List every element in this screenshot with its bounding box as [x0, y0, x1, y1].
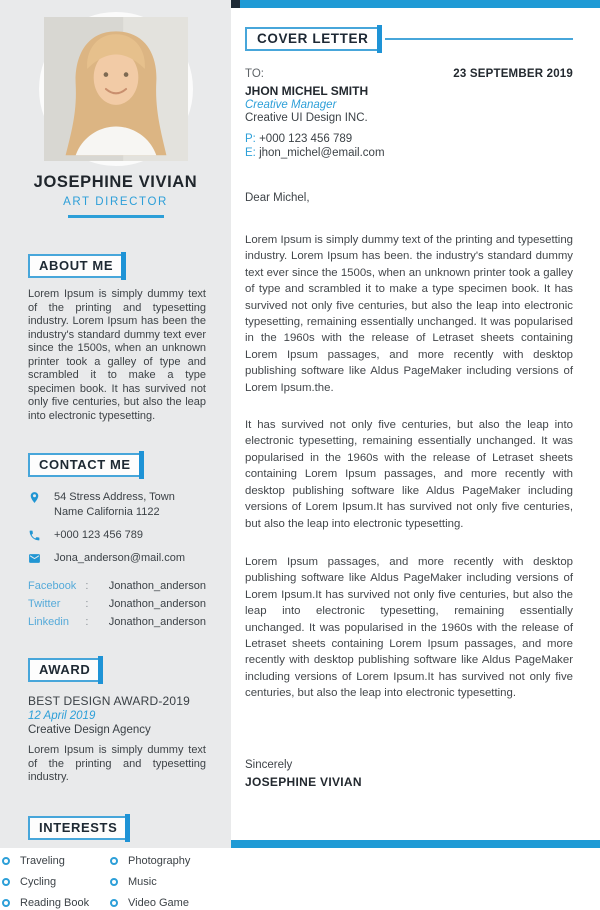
recipient-phone-line	[245, 132, 573, 146]
signature-name: JOSEPHINE VIVIAN	[245, 774, 362, 789]
interest-item	[110, 896, 223, 910]
heading-accent-tab	[121, 252, 126, 280]
contact-phone-row	[28, 528, 206, 543]
about-me-heading-label: ABOUT ME	[39, 258, 114, 273]
recipient-block	[245, 84, 573, 160]
interest-item	[110, 875, 223, 889]
to-label: TO:	[245, 68, 264, 80]
cover-letter-heading-label: COVER LETTER	[257, 31, 369, 46]
recipient-contact	[245, 132, 573, 160]
closing: Sincerely	[245, 758, 293, 771]
profile-photo	[39, 12, 193, 166]
social-separator: :	[85, 580, 89, 592]
interest-label: Traveling	[20, 854, 65, 867]
social-label: Twitter	[28, 598, 61, 610]
award-title: BEST DESIGN AWARD-2019	[28, 694, 191, 708]
interest-label: Cycling	[20, 875, 57, 888]
award-heading-label: AWARD	[39, 662, 91, 677]
heading-accent-tab	[98, 656, 103, 684]
email-prefix: E:	[245, 147, 256, 159]
award-organization: Creative Design Agency	[28, 724, 151, 736]
interest-item	[2, 854, 110, 868]
map-marker-icon	[28, 491, 42, 504]
top-bar-navy-segment	[231, 0, 240, 8]
top-accent-bar	[231, 0, 600, 8]
interests-heading-label: INTERESTS	[39, 819, 118, 835]
interests-grid	[2, 854, 223, 910]
recipient-role: Creative Manager	[245, 99, 337, 111]
letter-paragraph: Lorem Ipsum is simply dummy text of the printing and typesetting industry. Lorem Ipsum has been. the industry's standard dummy text ever since the 1500s, when an unknown printer took a galley of type and scrambled it to make a type specimen book. It has survived not only five centuries, but also the leap into electronic typesetting, remaining essentially unchanged. It was popularised in the 1960s with the release of Letraset sheets containing Lorem Ipsum passages, and more recently with desktop publishing software like Aldus PageMaker including versions of Lorem Ipsum.the.	[245, 234, 573, 394]
section-heading-interests	[28, 816, 128, 840]
phone-prefix: P:	[245, 133, 256, 145]
letter-meta-row	[245, 68, 573, 80]
cover-letter-heading-box	[245, 27, 380, 51]
contact-email: Jona_anderson@mail.com	[54, 552, 186, 564]
social-row-facebook	[28, 577, 206, 595]
person-name: JOSEPHINE VIVIAN	[33, 173, 198, 191]
social-row-twitter	[28, 595, 206, 613]
social-handle: Jonathon_anderson	[108, 580, 206, 592]
envelope-icon	[28, 552, 42, 565]
recipient-email: jhon_michel@email.com	[259, 147, 385, 159]
letter-paragraph: It has survived not only five centuries, but also the leap into electronic typesetting, remaining essentially unchanged. It was popularised in the 1960s with the release of Letraset sheets containing Lorem Ipsum passages, and more recently with desktop publishing software like Aldus PageMaker including versions of Lorem Ipsum.It has survived not only five centuries, but also the leap into electronic typesetting.	[245, 419, 573, 530]
contact-email-row	[28, 551, 206, 566]
interest-item	[2, 896, 110, 910]
heading-rule-line	[385, 38, 573, 40]
social-handle: Jonathon_anderson	[108, 598, 206, 610]
circle-bullet-icon	[2, 857, 10, 865]
social-row-linkedin	[28, 613, 206, 631]
contact-me-heading-label: CONTACT ME	[39, 457, 131, 472]
section-heading-contact-me	[28, 453, 142, 477]
top-bar-blue-segment	[240, 0, 600, 8]
cover-letter-heading-row	[245, 27, 573, 51]
contact-address: 54 Stress Address, Town Name California 1122	[54, 491, 175, 518]
interest-item	[2, 875, 110, 889]
social-label: Linkedin	[28, 616, 69, 628]
portrait-illustration	[44, 17, 188, 161]
recipient-name: JHON MICHEL SMITH	[245, 84, 369, 98]
phone-icon	[28, 529, 42, 542]
contact-phone: +000 123 456 789	[54, 529, 144, 541]
title-underline	[68, 215, 164, 218]
circle-bullet-icon	[2, 878, 10, 886]
interest-label: Photography	[128, 854, 191, 867]
award-description: Lorem Ipsum is simply dummy text of the printing and typesetting industry.	[28, 744, 206, 783]
heading-accent-tab	[139, 451, 144, 479]
person-job-title: ART DIRECTOR	[63, 196, 168, 208]
section-heading-award	[28, 658, 101, 682]
letter-paragraph: Lorem Ipsum passages, and more recently with desktop publishing software like Aldus PageMaker including versions of Lorem Ipsum.It has survived not only five centuries, but also the leap into electronic typesetting, remaining essentially unchanged. It was popularised in the 1960s with the release of Letraset sheets containing Lorem Ipsum passages, and more recently with desktop publishing software like Aldus PageMaker including versions of Lorem Ipsum.It has survived not only five centuries, but also the leap into electronic typesetting.	[245, 555, 573, 700]
recipient-company: Creative UI Design INC.	[245, 112, 368, 124]
circle-bullet-icon	[110, 857, 118, 865]
about-me-text: Lorem Ipsum is simply dummy text of the printing and typesetting industry. Lorem Ipsum has been the industry's standard dummy text ever since the 1500s, when an unknown printer took a galley of type and scrambled it to make a type specimen book. It has survived not only five centuries, but also the leap into electronic typesetting.	[28, 288, 206, 422]
interest-label: Video Game	[128, 896, 189, 909]
interest-label: Music	[128, 875, 157, 888]
letter-date: 23 SEPTEMBER 2019	[453, 68, 573, 80]
circle-bullet-icon	[110, 878, 118, 886]
bottom-accent-bar	[231, 840, 600, 848]
social-separator: :	[85, 616, 89, 628]
award-date: 12 April 2019	[28, 710, 96, 722]
circle-bullet-icon	[110, 899, 118, 907]
social-list	[28, 577, 206, 631]
section-heading-about-me	[28, 254, 124, 278]
heading-accent-tab	[125, 814, 130, 842]
circle-bullet-icon	[2, 899, 10, 907]
interest-item	[110, 854, 223, 868]
letter-page	[231, 0, 600, 848]
social-separator: :	[85, 598, 89, 610]
social-handle: Jonathon_anderson	[108, 616, 206, 628]
social-label: Facebook	[28, 580, 77, 592]
contact-address-row	[28, 490, 206, 520]
recipient-phone: +000 123 456 789	[259, 133, 353, 145]
salutation: Dear Michel,	[245, 192, 310, 204]
sidebar	[0, 0, 231, 909]
heading-accent-tab	[377, 25, 382, 53]
recipient-email-line	[245, 146, 573, 160]
interest-label: Reading Book	[20, 896, 90, 909]
